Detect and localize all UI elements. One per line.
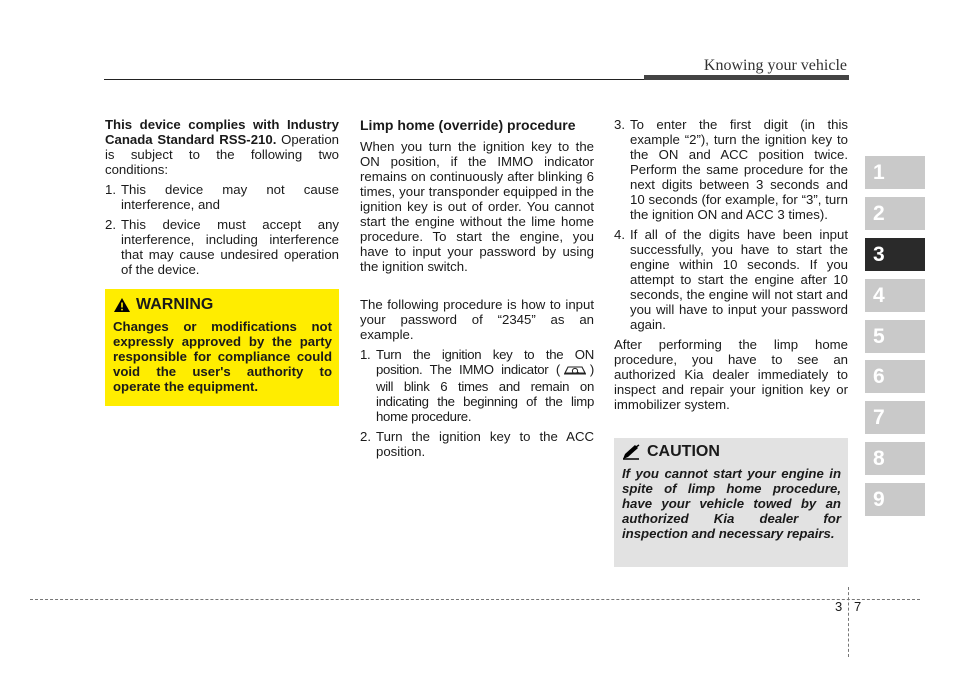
- list-item: [614, 227, 848, 332]
- list-item: [105, 217, 339, 277]
- list-text-start: Turn the ignition key to the ON position. The IMMO indicator (: [376, 347, 594, 377]
- chapter-tab-9[interactable]: 9: [865, 483, 925, 516]
- caution-pencil-icon: [622, 444, 642, 460]
- chapter-tab-5[interactable]: 5: [865, 320, 925, 353]
- list-item: [614, 117, 848, 222]
- caution-box: [614, 438, 848, 567]
- list-text: This device must accept any interference, including interference that may cause undesired operation of the device.: [121, 217, 339, 277]
- column-right: [614, 117, 848, 412]
- list-number: 2.: [105, 217, 116, 232]
- compliance-paragraph: [105, 117, 339, 177]
- caution-title: [622, 442, 841, 462]
- list-text-end: ) will blink 6 times and remain on indicating the beginning of the limp home procedure.: [376, 362, 594, 424]
- compliance-bold-text: This device complies with Industry Canada Standard RSS-210.: [105, 117, 339, 147]
- column-left: [105, 117, 339, 277]
- list-item: [360, 429, 594, 459]
- list-number: 3.: [614, 117, 625, 132]
- chapter-tab-6[interactable]: 6: [865, 360, 925, 393]
- list-text: Turn the ignition key to the ACC position.: [376, 428, 594, 459]
- footer-divider: [848, 587, 849, 657]
- header-bar: [644, 75, 849, 80]
- chapter-tab-1[interactable]: 1: [865, 156, 925, 189]
- warning-title: [113, 295, 332, 315]
- list-item: [360, 347, 594, 424]
- list-number: 4.: [614, 227, 625, 242]
- warning-box: [105, 289, 339, 406]
- list-number: 1.: [360, 347, 371, 362]
- chapter-tab-7[interactable]: 7: [865, 401, 925, 434]
- chapter-tab-3[interactable]: 3: [865, 238, 925, 271]
- page-number: 7: [854, 599, 862, 614]
- list-text: If all of the digits have been input successfully, you have to start the engine within 10 seconds. If you attempt to start the engine after 10 seconds, the engine will not start and you will have to input your password again.: [630, 227, 848, 332]
- section-heading: Limp home (override) procedure: [360, 117, 576, 133]
- footer-rule: [30, 599, 920, 600]
- caution-title-text: CAUTION: [647, 443, 720, 460]
- procedure-intro-paragraph: The following procedure is how to input your password of “2345” as an example.: [360, 297, 594, 342]
- after-procedure-paragraph: After performing the limp home procedure, you have to see an authorized Kia dealer immediately to inspect and repair your ignition key or immobilizer system.: [614, 337, 848, 412]
- list-number: 2.: [360, 428, 371, 444]
- caution-text: If you cannot start your engine in spite of limp home procedure, have your vehicle towed by an authorized Kia dealer for inspection and necessary repairs.: [622, 466, 841, 541]
- warning-text: Changes or modifications not expressly approved by the party responsible for compliance could void the user's authority to operate the equipment.: [113, 319, 332, 394]
- list-text: This device may not cause interference, and: [121, 182, 339, 212]
- warning-title-text: WARNING: [136, 296, 214, 313]
- list-text: To enter the first digit (in this example “2”), turn the ignition key to the ON and ACC position twice. Perform the same procedure for the next digits between 3 seconds and 10 seconds (for example, for “3”, turn the ignition ON and ACC 3 times).: [630, 117, 848, 222]
- compliance-text: Operation is subject to the following two conditions:: [105, 132, 339, 177]
- chapter-tab-2[interactable]: 2: [865, 197, 925, 230]
- immo-indicator-icon: [562, 363, 588, 379]
- section-number: 3: [835, 599, 843, 614]
- chapter-tab-4[interactable]: 4: [865, 279, 925, 312]
- column-middle: [360, 117, 594, 459]
- list-item: [105, 182, 339, 212]
- warning-triangle-icon: [113, 297, 131, 313]
- list-number: 1.: [105, 182, 116, 197]
- header-title: Knowing your vehicle: [703, 57, 847, 74]
- chapter-tab-8[interactable]: 8: [865, 442, 925, 475]
- limp-home-paragraph: When you turn the ignition key to the ON position, if the IMMO indicator remains on continuously after blinking 6 times, your transponder equipped in the ignition key is out of order. You cannot start the engine without the lime home procedure. To start the engine, you have to input your password by using the ignition switch.: [360, 139, 594, 274]
